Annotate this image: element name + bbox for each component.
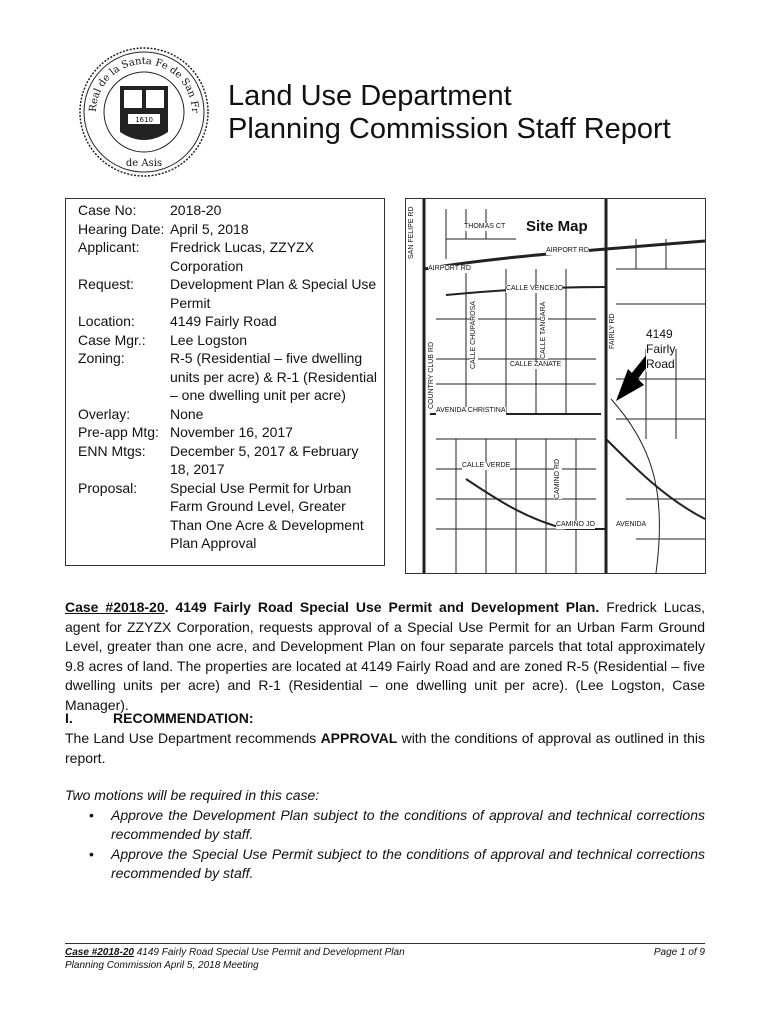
svg-text:de Asis: de Asis xyxy=(125,158,163,169)
title-line2: Planning Commission Staff Report xyxy=(228,113,671,145)
street-label: CAMINO RD xyxy=(554,458,561,499)
street-label: CALLE TANGARA xyxy=(540,301,547,359)
svg-text:Real de la Santa Fe de San Fra: Real de la Santa Fe de San Fr xyxy=(87,55,201,113)
case-info-row: Case Mgr.: Lee Logston xyxy=(78,331,248,348)
street-label: THOMAS CT xyxy=(464,223,506,230)
street-label: AIRPORT RD xyxy=(546,247,589,254)
footer-divider xyxy=(65,943,705,944)
site-map-drawing xyxy=(406,199,705,573)
page-number: Page 1 of 9 xyxy=(653,947,705,958)
street-label: CALLE VERDE xyxy=(462,462,511,469)
case-info-row: Case No: 2018-20 xyxy=(78,202,222,218)
case-info-row: Location: 4149 Fairly Road xyxy=(78,313,277,329)
case-ref-link: Case #2018-20 xyxy=(65,599,165,615)
motions-section xyxy=(65,786,705,884)
case-summary: Case #2018-20. 4149 Fairly Road Special Use Permit and Development Plan. Fredrick Lucas, agent for ZZYZX Corporation, requests approval of a Special Use Permit for an Urban Farm Ground Level, greater than one acre, and Development Plan on four separate parcels that total approximately 9.8 acres of land. The properties are located at 4149 Fairly Road and are zoned R-5 (Residential – five dwelling units per acre) and R-1 (Residential – one dwelling unit per acre). (Lee Logston, Case Manager). xyxy=(65,599,705,713)
street-label: CALLE CHUPAROSA xyxy=(470,301,477,369)
list-item: • Approve the Special Use Permit subject to the conditions of approval and technical corrections recommended by staff. xyxy=(65,845,705,884)
seal-year: 1610 xyxy=(135,116,153,124)
case-info-row: Overlay: None xyxy=(78,405,204,422)
recommendation-text: The Land Use Department recommends APPROVAL with the conditions of approval as outlined in this report. xyxy=(65,730,705,766)
street-label: AVENIDA CHRISTINA xyxy=(436,407,506,414)
street-label: CALLE VENCEJO xyxy=(506,285,564,292)
page-footer: Case #2018-20 4149 Fairly Road Special Use Permit and Development Plan Planning Commission April 5, 2018 Meeting Page 1 of 9 xyxy=(65,947,705,971)
case-info-box xyxy=(65,198,385,566)
case-info-row: Hearing Date: April 5, 2018 xyxy=(78,220,249,237)
list-item: • Approve the Development Plan subject to the conditions of approval and technical corrections recommended by staff. xyxy=(65,806,705,845)
page-title xyxy=(228,80,671,146)
recommendation-heading: I. RECOMMENDATION: xyxy=(65,710,254,726)
case-info-row: Applicant: Fredrick Lucas, ZZYZX Corporation xyxy=(78,239,314,274)
site-map xyxy=(405,198,706,574)
case-info-row: Pre-app Mtg: November 16, 2017 xyxy=(78,424,293,440)
motions-intro: Two motions will be required in this case: xyxy=(65,787,320,803)
street-label: SAN FELIPE RD xyxy=(408,206,415,259)
case-info-row: Proposal: Special Use Permit for Urban Farm Ground Level, Greater Than One Acre & Development Plan Approval xyxy=(78,479,364,551)
street-label: FAIRLY RD xyxy=(609,313,616,349)
case-info-row: Request: Development Plan & Special Use Permit xyxy=(78,276,377,311)
site-map-title: Site Map xyxy=(526,218,588,235)
street-label: AIRPORT RD xyxy=(428,265,471,272)
street-label: AVENIDA xyxy=(616,521,647,528)
street-label: CALLE ZANATE xyxy=(510,361,562,368)
case-info-row: ENN Mtgs: December 5, 2017 & February 18, 2017 xyxy=(78,442,359,477)
street-label: CAMINO JO xyxy=(556,521,595,528)
case-info-row: Zoning: R-5 (Residential – five dwelling units per acre) & R-1 (Residential – one dwelling unit per acre) xyxy=(78,350,377,403)
title-line1: Land Use Department xyxy=(228,80,512,112)
city-seal xyxy=(76,44,212,180)
street-label: COUNTRY CLUB RD xyxy=(428,341,435,409)
site-map-address: 4149 Fairly Road xyxy=(646,327,676,371)
